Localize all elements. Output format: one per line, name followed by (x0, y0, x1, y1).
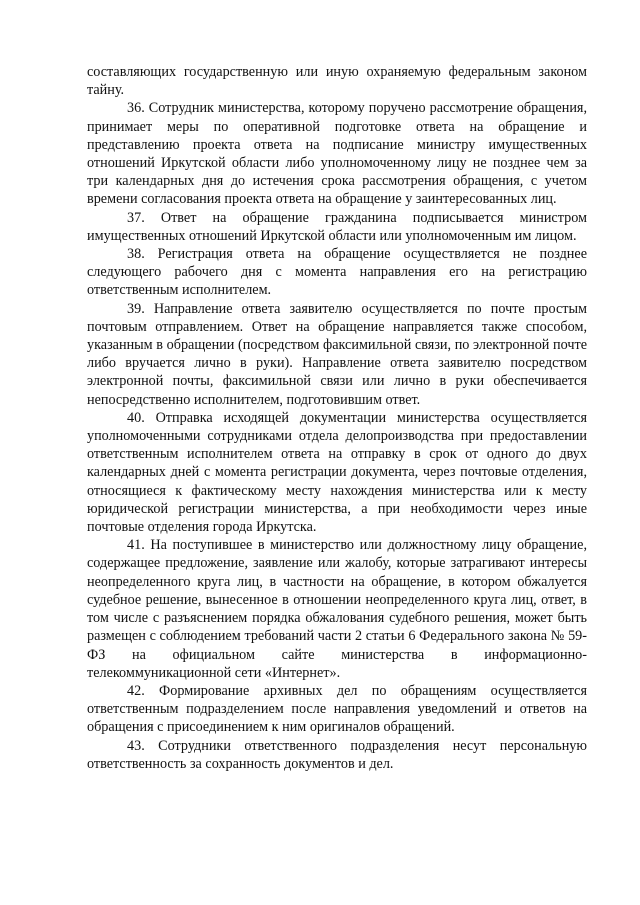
paragraph-36: 36. Сотрудник министерства, которому поручено рассмотрение обращения, принимает меры по оперативной подготовке ответа на обращение и представлению проекта ответа на подписание министру имущественных отношений Иркутской области либо уполномоченному лицу не позднее чем за три календарных дня до истечения срока рассмотрения обращения, с учетом времени согласования проекта ответа на обращение у заинтересованных лиц. (87, 100, 587, 208)
paragraph-42: 42. Формирование архивных дел по обращениям осуществляется ответственным подразделением после направления уведомлений и ответов на обращения с присоединением к ним оригиналов обращений. (87, 682, 587, 736)
paragraph-37: 37. Ответ на обращение гражданина подписывается министром имущественных отношений Иркутской области или уполномоченным им лицом. (87, 209, 587, 244)
paragraph-continuation: составляющих государственную или иную охраняемую федеральным законом тайну. (87, 64, 587, 99)
document-page (87, 63, 587, 773)
paragraph-43: 43. Сотрудники ответственного подразделения несут персональную ответственность за сохранность документов и дел. (87, 737, 587, 772)
paragraph-41: 41. На поступившее в министерство или должностному лицу обращение, содержащее предложение, заявление или жалобу, которые затрагивают интересы неопределенного круга лиц, в частности на обращение, в котором обжалуется судебное решение, вынесенное в отношении неопределенного круга лиц, ответ, в том числе с разъяснением порядка обжалования судебного решения, может быть размещен с соблюдением требований части 2 статьи 6 Федерального закона № 59-ФЗ на официальном сайте министерства в информационно-телекоммуникационной сети «Интернет». (87, 537, 587, 681)
paragraph-39: 39. Направление ответа заявителю осуществляется по почте простым почтовым отправлением. Ответ на обращение направляется также способом, указанным в обращении (посредством факсимильной связи, по электронной почте либо вручается лично в руки). Направление ответа заявителю посредством электронной почты, факсимильной связи или лично в руки обеспечивается непосредственно исполнителем, подготовившим ответ. (87, 300, 587, 408)
paragraph-38: 38. Регистрация ответа на обращение осуществляется не позднее следующего рабочего дня с момента направления его на регистрацию ответственным исполнителем. (87, 246, 587, 299)
paragraph-40: 40. Отправка исходящей документации министерства осуществляется уполномоченными сотрудниками отдела делопроизводства при предоставлении ответственным исполнителем ответа на отправку в срок от одного до двух календарных дней с момента регистрации документа, через почтовые отделения, относящиеся к фактическому месту нахождения министерства или к месту юридической регистрации министерства, а при необходимости через иные почтовые отделения города Иркутска. (87, 409, 587, 536)
